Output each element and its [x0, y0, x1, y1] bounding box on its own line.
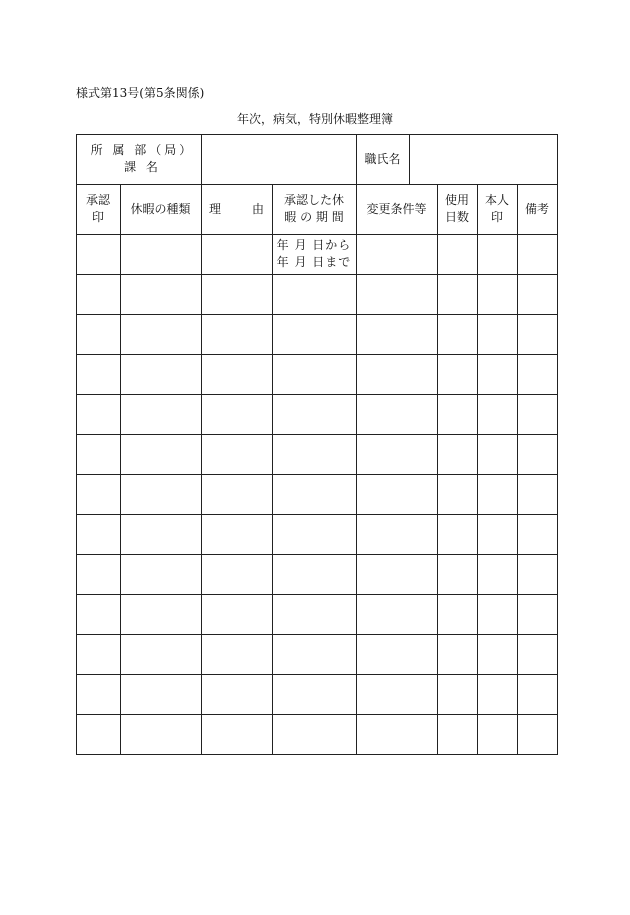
cell-reason[interactable]	[201, 514, 272, 554]
cell-approved-period[interactable]	[272, 434, 356, 474]
column-header-change-conditions: 変更条件等	[366, 201, 427, 216]
period-to: 年 月 日まで	[276, 255, 352, 269]
column-header-days-used: 使用 日数	[444, 193, 469, 224]
cell-personal-seal[interactable]	[477, 274, 517, 314]
table-row	[76, 234, 557, 274]
horizontal-rule	[76, 354, 557, 355]
vertical-rule	[201, 134, 202, 184]
horizontal-rule	[76, 394, 557, 395]
cell-approval-seal[interactable]	[76, 234, 120, 274]
horizontal-rule	[76, 674, 557, 675]
cell-personal-seal[interactable]	[477, 594, 517, 634]
cell-days-used[interactable]	[437, 554, 477, 594]
cell-approval-seal[interactable]	[76, 434, 120, 474]
vertical-rule	[477, 184, 478, 754]
cell-change-conditions[interactable]	[356, 634, 437, 674]
horizontal-rule	[76, 434, 557, 435]
column-header-personal-seal: 本人 印	[484, 193, 509, 224]
name-field[interactable]	[409, 134, 557, 184]
cell-personal-seal[interactable]	[477, 314, 517, 354]
cell-personal-seal[interactable]	[477, 674, 517, 714]
cell-approved-period[interactable]	[272, 394, 356, 434]
cell-approval-seal[interactable]	[76, 354, 120, 394]
column-header-remarks: 備考	[524, 201, 549, 216]
cell-change-conditions[interactable]	[356, 514, 437, 554]
cell-days-used[interactable]	[437, 354, 477, 394]
vertical-rule	[201, 184, 202, 754]
cell-change-conditions[interactable]	[356, 314, 437, 354]
table-row	[76, 714, 557, 754]
cell-leave-type[interactable]	[120, 434, 201, 474]
column-header-row	[76, 184, 557, 234]
column-header-approved-period: 承認した休 暇 の 期 間	[283, 193, 344, 224]
cell-change-conditions[interactable]	[356, 554, 437, 594]
cell-reason[interactable]	[201, 314, 272, 354]
cell-days-used[interactable]	[437, 634, 477, 674]
horizontal-rule	[76, 754, 557, 755]
cell-remarks[interactable]	[517, 474, 557, 514]
horizontal-rule	[76, 554, 557, 555]
horizontal-rule	[76, 594, 557, 595]
cell-remarks[interactable]	[517, 274, 557, 314]
name-label: 職氏名	[364, 151, 401, 166]
cell-approval-seal[interactable]	[76, 274, 120, 314]
cell-personal-seal[interactable]	[477, 634, 517, 674]
cell-leave-type[interactable]	[120, 394, 201, 434]
cell-approved-period[interactable]	[272, 554, 356, 594]
horizontal-rule	[76, 234, 557, 235]
cell-leave-type[interactable]	[120, 314, 201, 354]
approved-period-template[interactable]	[272, 234, 356, 274]
horizontal-rule	[76, 314, 557, 315]
cell-change-conditions[interactable]	[356, 714, 437, 754]
cell-change-conditions[interactable]	[356, 274, 437, 314]
cell-reason[interactable]	[201, 594, 272, 634]
cell-days-used[interactable]	[437, 314, 477, 354]
cell-approval-seal[interactable]	[76, 554, 120, 594]
department-field[interactable]	[201, 134, 356, 184]
cell-remarks[interactable]	[517, 554, 557, 594]
vertical-rule	[76, 134, 77, 755]
cell-leave-type[interactable]	[120, 594, 201, 634]
vertical-rule	[356, 134, 357, 184]
cell-change-conditions[interactable]	[356, 594, 437, 634]
vertical-rule	[120, 184, 121, 754]
cell-change-conditions[interactable]	[356, 354, 437, 394]
cell-leave-type[interactable]	[120, 474, 201, 514]
cell-reason[interactable]	[201, 394, 272, 434]
cell-leave-type[interactable]	[120, 634, 201, 674]
cell-leave-type[interactable]	[120, 554, 201, 594]
table-row	[76, 434, 557, 474]
vertical-rule	[517, 184, 518, 754]
cell-remarks[interactable]	[517, 434, 557, 474]
cell-approval-seal[interactable]	[76, 514, 120, 554]
cell-reason[interactable]	[201, 234, 272, 274]
table-row	[76, 594, 557, 634]
form-number: 様式第13号(第5条関係)	[76, 86, 205, 100]
cell-personal-seal[interactable]	[477, 234, 517, 274]
cell-personal-seal[interactable]	[477, 434, 517, 474]
vertical-rule	[409, 134, 410, 184]
cell-days-used[interactable]	[437, 234, 477, 274]
horizontal-rule	[76, 184, 557, 185]
horizontal-rule	[76, 474, 557, 475]
cell-approved-period[interactable]	[272, 354, 356, 394]
cell-approved-period[interactable]	[272, 514, 356, 554]
cell-remarks[interactable]	[517, 314, 557, 354]
cell-approval-seal[interactable]	[76, 474, 120, 514]
cell-change-conditions[interactable]	[356, 674, 437, 714]
department-label: 所 属 部（局）課 名	[90, 143, 195, 174]
table-row	[76, 394, 557, 434]
cell-change-conditions[interactable]	[356, 394, 437, 434]
cell-days-used[interactable]	[437, 714, 477, 754]
cell-reason[interactable]	[201, 554, 272, 594]
cell-reason[interactable]	[201, 714, 272, 754]
cell-approval-seal[interactable]	[76, 714, 120, 754]
cell-remarks[interactable]	[517, 234, 557, 274]
horizontal-rule	[76, 134, 557, 135]
cell-leave-type[interactable]	[120, 234, 201, 274]
column-header-approval-seal: 承認 印	[85, 193, 110, 224]
cell-remarks[interactable]	[517, 714, 557, 754]
cell-leave-type[interactable]	[120, 714, 201, 754]
vertical-rule	[356, 184, 357, 754]
cell-days-used[interactable]	[437, 434, 477, 474]
horizontal-rule	[76, 634, 557, 635]
cell-remarks[interactable]	[517, 394, 557, 434]
cell-personal-seal[interactable]	[477, 394, 517, 434]
horizontal-rule	[76, 714, 557, 715]
table-row	[76, 634, 557, 674]
cell-leave-type[interactable]	[120, 354, 201, 394]
cell-approved-period[interactable]	[272, 674, 356, 714]
cell-reason[interactable]	[201, 634, 272, 674]
cell-approval-seal[interactable]	[76, 594, 120, 634]
cell-remarks[interactable]	[517, 674, 557, 714]
cell-approved-period[interactable]	[272, 594, 356, 634]
cell-remarks[interactable]	[517, 594, 557, 634]
period-from: 年 月 日から	[276, 238, 352, 252]
cell-change-conditions[interactable]	[356, 234, 437, 274]
cell-personal-seal[interactable]	[477, 354, 517, 394]
table-row	[76, 274, 557, 314]
table-row	[76, 314, 557, 354]
vertical-rule	[437, 184, 438, 754]
cell-days-used[interactable]	[437, 474, 477, 514]
vertical-rule	[557, 134, 558, 755]
cell-reason[interactable]	[201, 274, 272, 314]
cell-reason[interactable]	[201, 354, 272, 394]
cell-days-used[interactable]	[437, 394, 477, 434]
cell-days-used[interactable]	[437, 274, 477, 314]
cell-leave-type[interactable]	[120, 514, 201, 554]
cell-approval-seal[interactable]	[76, 314, 120, 354]
table-row	[76, 354, 557, 394]
cell-days-used[interactable]	[437, 674, 477, 714]
column-header-reason: 理 由	[209, 201, 264, 216]
cell-approved-period[interactable]	[272, 474, 356, 514]
horizontal-rule	[76, 514, 557, 515]
cell-personal-seal[interactable]	[477, 474, 517, 514]
cell-reason[interactable]	[201, 434, 272, 474]
cell-approved-period[interactable]	[272, 274, 356, 314]
cell-approved-period[interactable]	[272, 634, 356, 674]
cell-remarks[interactable]	[517, 514, 557, 554]
table-row	[76, 514, 557, 554]
cell-leave-type[interactable]	[120, 674, 201, 714]
column-header-leave-type: 休暇の種類	[130, 201, 191, 216]
table-row	[76, 554, 557, 594]
cell-approved-period[interactable]	[272, 314, 356, 354]
cell-days-used[interactable]	[437, 594, 477, 634]
cell-personal-seal[interactable]	[477, 514, 517, 554]
cell-remarks[interactable]	[517, 634, 557, 674]
cell-reason[interactable]	[201, 674, 272, 714]
horizontal-rule	[76, 274, 557, 275]
cell-personal-seal[interactable]	[477, 554, 517, 594]
vertical-rule	[272, 184, 273, 754]
cell-change-conditions[interactable]	[356, 474, 437, 514]
table-row	[76, 674, 557, 714]
cell-leave-type[interactable]	[120, 274, 201, 314]
cell-remarks[interactable]	[517, 354, 557, 394]
document-title: 年次，病気，特別休暇整理簿	[236, 112, 393, 126]
cell-personal-seal[interactable]	[477, 714, 517, 754]
info-row	[76, 134, 557, 184]
table-row	[76, 474, 557, 514]
cell-change-conditions[interactable]	[356, 434, 437, 474]
cell-approval-seal[interactable]	[76, 634, 120, 674]
cell-approval-seal[interactable]	[76, 394, 120, 434]
cell-approval-seal[interactable]	[76, 674, 120, 714]
cell-approved-period[interactable]	[272, 714, 356, 754]
cell-days-used[interactable]	[437, 514, 477, 554]
cell-reason[interactable]	[201, 474, 272, 514]
